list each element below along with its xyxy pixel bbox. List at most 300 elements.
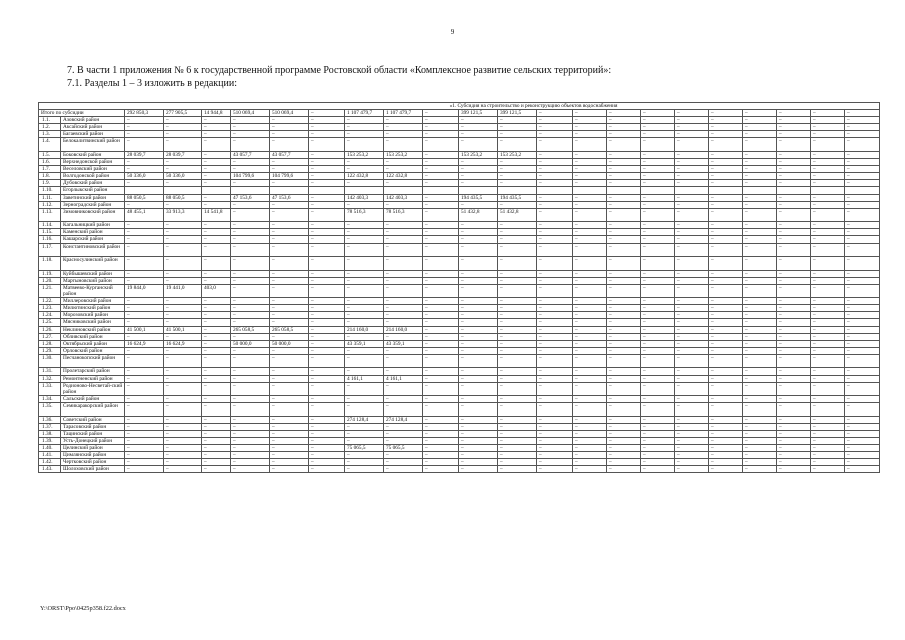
- value-cell: –: [423, 277, 459, 284]
- value-cell: –: [573, 117, 607, 124]
- value-cell: –: [423, 368, 459, 375]
- district-name: Каменский район: [61, 229, 125, 236]
- table-row: [39, 117, 880, 124]
- value-cell: –: [573, 333, 607, 340]
- value-cell: –: [384, 236, 423, 243]
- total-cell: 1 107 479,7: [345, 110, 384, 117]
- value-cell: –: [641, 151, 675, 158]
- value-cell: 16 624,9: [125, 340, 164, 347]
- value-cell: –: [459, 452, 498, 459]
- value-cell: –: [743, 229, 777, 236]
- value-cell: –: [202, 277, 231, 284]
- value-cell: 4 161,1: [345, 375, 384, 382]
- value-cell: –: [709, 319, 743, 326]
- value-cell: –: [423, 452, 459, 459]
- value-cell: –: [498, 222, 537, 229]
- value-cell: –: [202, 326, 231, 333]
- district-name: Орловский район: [61, 347, 125, 354]
- district-name: Сальский район: [61, 396, 125, 403]
- value-cell: –: [231, 117, 270, 124]
- value-cell: –: [125, 375, 164, 382]
- value-cell: –: [777, 201, 811, 208]
- value-cell: –: [202, 270, 231, 277]
- value-cell: –: [743, 180, 777, 187]
- value-cell: –: [345, 229, 384, 236]
- value-cell: –: [202, 375, 231, 382]
- value-cell: –: [743, 201, 777, 208]
- value-cell: –: [537, 201, 573, 208]
- value-cell: –: [309, 159, 345, 166]
- value-cell: –: [309, 368, 345, 375]
- value-cell: –: [641, 270, 675, 277]
- table-caption-row: [39, 103, 880, 110]
- value-cell: –: [777, 284, 811, 298]
- value-cell: –: [811, 438, 845, 445]
- value-cell: –: [641, 208, 675, 222]
- table-row: [39, 375, 880, 382]
- table-row: [39, 277, 880, 284]
- value-cell: –: [777, 270, 811, 277]
- value-cell: 122 432,8: [384, 173, 423, 180]
- value-cell: –: [573, 396, 607, 403]
- value-cell: –: [607, 166, 641, 173]
- value-cell: –: [202, 396, 231, 403]
- value-cell: –: [125, 201, 164, 208]
- value-cell: –: [423, 180, 459, 187]
- value-cell: –: [811, 305, 845, 312]
- row-index: 1.38.: [39, 430, 61, 437]
- table-row: [39, 305, 880, 312]
- value-cell: –: [231, 459, 270, 466]
- value-cell: –: [498, 403, 537, 417]
- value-cell: –: [309, 284, 345, 298]
- value-cell: –: [675, 138, 709, 152]
- value-cell: –: [607, 305, 641, 312]
- value-cell: –: [811, 326, 845, 333]
- page-number: 9: [450, 28, 455, 36]
- value-cell: –: [498, 326, 537, 333]
- value-cell: –: [423, 194, 459, 201]
- value-cell: –: [641, 159, 675, 166]
- value-cell: –: [811, 298, 845, 305]
- value-cell: –: [743, 382, 777, 396]
- value-cell: –: [607, 243, 641, 257]
- value-cell: –: [459, 382, 498, 396]
- value-cell: –: [709, 459, 743, 466]
- value-cell: –: [125, 396, 164, 403]
- value-cell: –: [811, 138, 845, 152]
- total-cell: –: [607, 110, 641, 117]
- total-cell: –: [573, 110, 607, 117]
- value-cell: –: [777, 138, 811, 152]
- value-cell: –: [641, 236, 675, 243]
- value-cell: –: [675, 159, 709, 166]
- district-name: Целинский район: [61, 445, 125, 452]
- value-cell: –: [270, 180, 309, 187]
- value-cell: –: [607, 124, 641, 131]
- value-cell: –: [743, 284, 777, 298]
- value-cell: –: [573, 208, 607, 222]
- value-cell: –: [345, 284, 384, 298]
- value-cell: [231, 187, 270, 194]
- value-cell: –: [164, 312, 202, 319]
- value-cell: [777, 187, 811, 194]
- value-cell: –: [743, 159, 777, 166]
- value-cell: –: [607, 466, 641, 473]
- value-cell: –: [202, 194, 231, 201]
- value-cell: –: [498, 354, 537, 368]
- value-cell: –: [777, 243, 811, 257]
- row-index: 1.26.: [39, 326, 61, 333]
- value-cell: –: [384, 166, 423, 173]
- row-index: 1.20.: [39, 277, 61, 284]
- value-cell: –: [309, 382, 345, 396]
- row-index: 1.22.: [39, 298, 61, 305]
- value-cell: –: [845, 222, 880, 229]
- value-cell: –: [164, 277, 202, 284]
- value-cell: –: [164, 430, 202, 437]
- value-cell: –: [125, 159, 164, 166]
- value-cell: –: [537, 445, 573, 452]
- value-cell: –: [709, 368, 743, 375]
- value-cell: –: [345, 180, 384, 187]
- table-caption: «1. Субсидия на строительство и реконструкцию объектов водоснабжения: [39, 103, 880, 110]
- value-cell: –: [537, 298, 573, 305]
- value-cell: –: [641, 131, 675, 138]
- value-cell: –: [607, 284, 641, 298]
- value-cell: –: [777, 151, 811, 158]
- table-row: [39, 222, 880, 229]
- value-cell: 43 359,1: [384, 340, 423, 347]
- value-cell: –: [537, 375, 573, 382]
- value-cell: –: [423, 375, 459, 382]
- value-cell: –: [384, 333, 423, 340]
- value-cell: –: [125, 416, 164, 423]
- value-cell: –: [573, 375, 607, 382]
- value-cell: –: [607, 138, 641, 152]
- value-cell: –: [270, 229, 309, 236]
- table-row: [39, 403, 880, 417]
- value-cell: –: [675, 151, 709, 158]
- value-cell: –: [164, 319, 202, 326]
- value-cell: –: [164, 382, 202, 396]
- value-cell: 88 050,5: [125, 194, 164, 201]
- value-cell: –: [309, 430, 345, 437]
- value-cell: –: [743, 208, 777, 222]
- value-cell: –: [777, 368, 811, 375]
- value-cell: –: [607, 403, 641, 417]
- value-cell: –: [743, 166, 777, 173]
- value-cell: –: [743, 138, 777, 152]
- value-cell: –: [709, 466, 743, 473]
- value-cell: –: [709, 382, 743, 396]
- value-cell: –: [164, 375, 202, 382]
- value-cell: –: [537, 312, 573, 319]
- value-cell: –: [345, 124, 384, 131]
- value-cell: –: [811, 124, 845, 131]
- value-cell: –: [231, 438, 270, 445]
- value-cell: –: [125, 138, 164, 152]
- value-cell: –: [459, 445, 498, 452]
- value-cell: –: [231, 222, 270, 229]
- value-cell: –: [459, 138, 498, 152]
- value-cell: 265 058,5: [270, 326, 309, 333]
- value-cell: –: [845, 180, 880, 187]
- row-index: 1.29.: [39, 347, 61, 354]
- value-cell: –: [423, 396, 459, 403]
- value-cell: –: [845, 382, 880, 396]
- value-cell: –: [164, 131, 202, 138]
- value-cell: –: [573, 319, 607, 326]
- value-cell: –: [675, 298, 709, 305]
- value-cell: –: [537, 354, 573, 368]
- value-cell: –: [459, 368, 498, 375]
- value-cell: –: [777, 340, 811, 347]
- value-cell: –: [573, 459, 607, 466]
- value-cell: –: [811, 312, 845, 319]
- row-index: 1.16.: [39, 236, 61, 243]
- value-cell: –: [164, 201, 202, 208]
- value-cell: –: [270, 347, 309, 354]
- district-name: Боковский район: [61, 151, 125, 158]
- value-cell: –: [537, 229, 573, 236]
- value-cell: –: [231, 382, 270, 396]
- value-cell: –: [270, 382, 309, 396]
- value-cell: –: [384, 403, 423, 417]
- value-cell: –: [164, 124, 202, 131]
- value-cell: –: [384, 319, 423, 326]
- value-cell: 214 160,0: [384, 326, 423, 333]
- value-cell: –: [345, 438, 384, 445]
- value-cell: –: [845, 403, 880, 417]
- value-cell: –: [641, 466, 675, 473]
- value-cell: –: [845, 270, 880, 277]
- value-cell: –: [709, 347, 743, 354]
- value-cell: –: [202, 430, 231, 437]
- value-cell: –: [459, 159, 498, 166]
- value-cell: –: [743, 340, 777, 347]
- value-cell: –: [709, 131, 743, 138]
- value-cell: –: [811, 257, 845, 271]
- value-cell: –: [270, 270, 309, 277]
- total-cell: 277 905,5: [164, 110, 202, 117]
- value-cell: –: [498, 124, 537, 131]
- value-cell: –: [309, 151, 345, 158]
- table-row: [39, 229, 880, 236]
- value-cell: –: [537, 270, 573, 277]
- value-cell: –: [309, 131, 345, 138]
- district-name: Советский район: [61, 416, 125, 423]
- value-cell: 104 799,6: [231, 173, 270, 180]
- table-row: [39, 298, 880, 305]
- value-cell: –: [743, 151, 777, 158]
- value-cell: –: [607, 452, 641, 459]
- value-cell: 153 253,2: [345, 151, 384, 158]
- value-cell: –: [202, 403, 231, 417]
- value-cell: –: [384, 159, 423, 166]
- value-cell: –: [498, 257, 537, 271]
- value-cell: –: [498, 340, 537, 347]
- value-cell: –: [607, 194, 641, 201]
- value-cell: –: [423, 340, 459, 347]
- value-cell: –: [384, 124, 423, 131]
- value-cell: –: [345, 305, 384, 312]
- value-cell: [164, 187, 202, 194]
- value-cell: –: [498, 236, 537, 243]
- value-cell: –: [270, 354, 309, 368]
- value-cell: –: [345, 452, 384, 459]
- value-cell: –: [811, 229, 845, 236]
- value-cell: –: [675, 347, 709, 354]
- value-cell: –: [384, 131, 423, 138]
- value-cell: –: [845, 131, 880, 138]
- value-cell: –: [777, 403, 811, 417]
- value-cell: –: [675, 319, 709, 326]
- table-row: [39, 326, 880, 333]
- table-row: [39, 340, 880, 347]
- value-cell: –: [309, 201, 345, 208]
- value-cell: –: [675, 423, 709, 430]
- value-cell: –: [675, 368, 709, 375]
- paragraph-intro: 7. В части 1 приложения № 6 к государственной программе Ростовской области «Комплексное развитие сельских территорий»:: [67, 65, 612, 76]
- value-cell: –: [811, 423, 845, 430]
- value-cell: –: [607, 333, 641, 340]
- value-cell: –: [231, 257, 270, 271]
- value-cell: –: [607, 438, 641, 445]
- value-cell: –: [675, 445, 709, 452]
- value-cell: –: [777, 298, 811, 305]
- value-cell: –: [202, 333, 231, 340]
- value-cell: –: [309, 333, 345, 340]
- value-cell: –: [202, 459, 231, 466]
- value-cell: –: [743, 298, 777, 305]
- value-cell: –: [384, 222, 423, 229]
- value-cell: 75 065,5: [384, 445, 423, 452]
- row-index: 1.5.: [39, 151, 61, 158]
- value-cell: –: [537, 459, 573, 466]
- value-cell: –: [641, 333, 675, 340]
- table-row: [39, 382, 880, 396]
- value-cell: –: [709, 326, 743, 333]
- value-cell: –: [423, 257, 459, 271]
- value-cell: –: [384, 201, 423, 208]
- row-index: 1.27.: [39, 333, 61, 340]
- value-cell: –: [709, 208, 743, 222]
- value-cell: –: [811, 173, 845, 180]
- value-cell: –: [537, 430, 573, 437]
- district-name: Милютинский район: [61, 305, 125, 312]
- value-cell: –: [498, 298, 537, 305]
- value-cell: –: [384, 257, 423, 271]
- table-row: [39, 236, 880, 243]
- value-cell: –: [743, 368, 777, 375]
- value-cell: 122 432,8: [345, 173, 384, 180]
- value-cell: –: [573, 340, 607, 347]
- value-cell: –: [309, 229, 345, 236]
- value-cell: –: [573, 243, 607, 257]
- subsidy-table-container: [38, 102, 859, 473]
- value-cell: –: [345, 333, 384, 340]
- value-cell: –: [675, 354, 709, 368]
- value-cell: –: [459, 124, 498, 131]
- value-cell: –: [709, 312, 743, 319]
- value-cell: –: [607, 354, 641, 368]
- value-cell: –: [607, 173, 641, 180]
- value-cell: –: [675, 333, 709, 340]
- value-cell: –: [309, 466, 345, 473]
- table-row: [39, 347, 880, 354]
- value-cell: –: [777, 194, 811, 201]
- value-cell: –: [607, 229, 641, 236]
- value-cell: –: [607, 326, 641, 333]
- table-row: [39, 354, 880, 368]
- value-cell: –: [459, 459, 498, 466]
- value-cell: –: [573, 326, 607, 333]
- value-cell: –: [709, 340, 743, 347]
- value-cell: –: [811, 284, 845, 298]
- value-cell: [309, 187, 345, 194]
- value-cell: –: [537, 466, 573, 473]
- value-cell: –: [675, 124, 709, 131]
- value-cell: –: [675, 180, 709, 187]
- value-cell: –: [641, 180, 675, 187]
- value-cell: –: [641, 340, 675, 347]
- value-cell: –: [345, 277, 384, 284]
- district-name: Шолоховский район: [61, 466, 125, 473]
- value-cell: –: [202, 131, 231, 138]
- value-cell: –: [811, 340, 845, 347]
- value-cell: –: [459, 312, 498, 319]
- district-name: Морозовский район: [61, 312, 125, 319]
- value-cell: 43 057,7: [231, 151, 270, 158]
- value-cell: –: [743, 222, 777, 229]
- value-cell: –: [845, 333, 880, 340]
- value-cell: –: [675, 312, 709, 319]
- value-cell: –: [498, 229, 537, 236]
- value-cell: –: [270, 236, 309, 243]
- value-cell: –: [231, 347, 270, 354]
- value-cell: –: [309, 298, 345, 305]
- value-cell: –: [777, 430, 811, 437]
- value-cell: –: [202, 416, 231, 423]
- value-cell: –: [573, 124, 607, 131]
- value-cell: –: [607, 319, 641, 326]
- value-cell: –: [811, 208, 845, 222]
- value-cell: –: [641, 347, 675, 354]
- value-cell: –: [845, 326, 880, 333]
- value-cell: –: [811, 368, 845, 375]
- value-cell: –: [231, 243, 270, 257]
- value-cell: –: [202, 173, 231, 180]
- value-cell: –: [537, 368, 573, 375]
- value-cell: –: [845, 117, 880, 124]
- value-cell: –: [641, 375, 675, 382]
- total-cell: –: [641, 110, 675, 117]
- value-cell: –: [231, 333, 270, 340]
- value-cell: –: [345, 236, 384, 243]
- value-cell: –: [202, 438, 231, 445]
- value-cell: –: [423, 201, 459, 208]
- value-cell: –: [498, 466, 537, 473]
- value-cell: –: [811, 131, 845, 138]
- value-cell: –: [641, 403, 675, 417]
- value-cell: –: [777, 438, 811, 445]
- value-cell: –: [845, 312, 880, 319]
- value-cell: –: [164, 333, 202, 340]
- value-cell: –: [641, 124, 675, 131]
- value-cell: –: [743, 347, 777, 354]
- district-name: Багаевский район: [61, 131, 125, 138]
